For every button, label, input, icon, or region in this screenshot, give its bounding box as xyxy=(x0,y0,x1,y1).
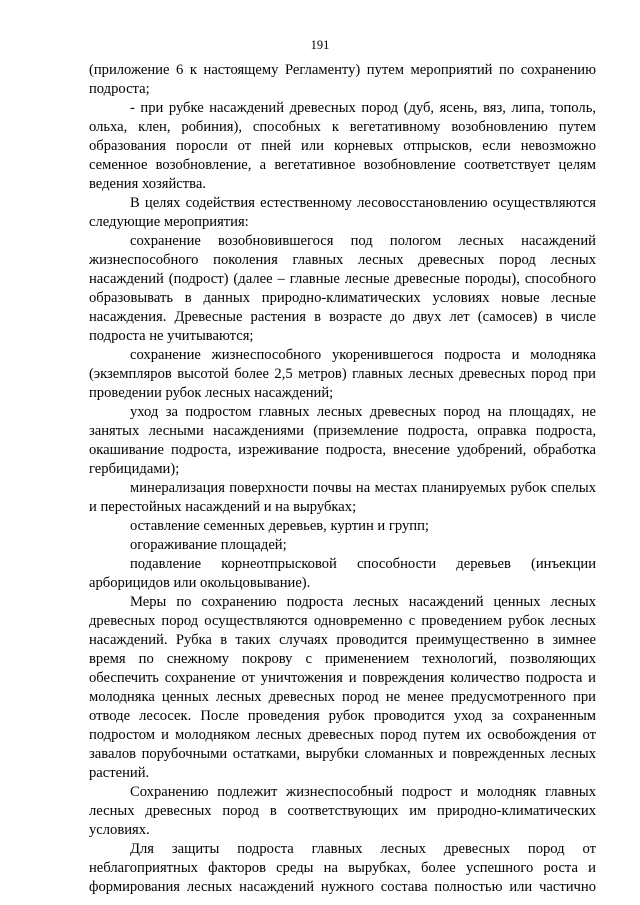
paragraph-valuable-species: Меры по сохранению подроста лесных насаждений ценных лесных древесных пород осуществляются одновременно с проведением рубок лесных насаждений. Рубка в таких случаях проводится преимущественно в зимнее время по снежному покрову с применением технологий, позволяющих обеспечить сохранение от уничтожения и повреждения количество подроста и молодняка ценных лесных древесных пород не менее предусмотренного при отводе лесосек. После проведения рубок проводится уход за сохраненным подростом и молодняком лесных древесных пород путем их освобождения от завалов порубочными остатками, вырубки сломанных и поврежденных лесных растений. xyxy=(89,594,596,781)
paragraph-undergrowth-care: уход за подростом главных лесных древесных пород на площадях, не занятых лесными насаждениями (приземление подроста, оправка подроста, окашивание подроста, изреживание подроста, внесение удобрений, обработка гербицидами); xyxy=(89,404,596,477)
paragraph-protection: Для защиты подроста главных лесных древесных пород от неблагоприятных факторов среды на вырубках, более успешного роста и формирования лесных насаждений нужного состава полностью или частично xyxy=(89,841,596,895)
body-text xyxy=(89,61,596,897)
paragraph-preserve-undergrowth: сохранение возобновившегося под пологом лесных насаждений жизнеспособного поколения главных лесных древесных пород лесных насаждений (подрост) (далее – главные лесные древесные породы), способного образовывать в данных природно-климатических условиях новые лесные насаждения. Древесные растения в возрасте до двух лет (самосев) в числе подроста не учитываются; xyxy=(89,233,596,344)
paragraph-viable-undergrowth: Сохранению подлежит жизнеспособный подрост и молодняк главных лесных древесных пород в соответствующих им природно-климатических условиях. xyxy=(89,784,596,838)
paragraph-vegetative-renewal: - при рубке насаждений древесных пород (дуб, ясень, вяз, липа, тополь, ольха, клен, робиния), способных к вегетативному возобновлению путем образования поросли от пней или корневых отпрысков, если невозможно семенное возобновление, а вегетативное возобновление соответствует целям ведения хозяйства. xyxy=(89,100,596,192)
paragraph-fencing: огораживание площадей; xyxy=(130,537,287,553)
paragraph-preserve-young-growth: сохранение жизнеспособного укоренившегося подроста и молодняка (экземпляров высотой более 2,5 метров) главных лесных древесных пород при проведении рубок лесных насаждений; xyxy=(89,347,596,401)
page-number: 191 xyxy=(310,38,330,52)
paragraph-continuation: (приложение 6 к настоящему Регламенту) путем мероприятий по сохранению подроста; xyxy=(89,62,596,97)
paragraph-seed-trees: оставление семенных деревьев, куртин и групп; xyxy=(130,518,429,534)
paragraph-soil-mineralization: минерализация поверхности почвы на местах планируемых рубок спелых и перестойных насаждений и на вырубках; xyxy=(89,480,596,515)
paragraph-root-suckers: подавление корнеотпрысковой способности деревьев (инъекции арборицидов или окольцовывание). xyxy=(89,556,596,591)
paragraph-measures-intro: В целях содействия естественному лесовосстановлению осуществляются следующие мероприятия: xyxy=(89,195,596,230)
